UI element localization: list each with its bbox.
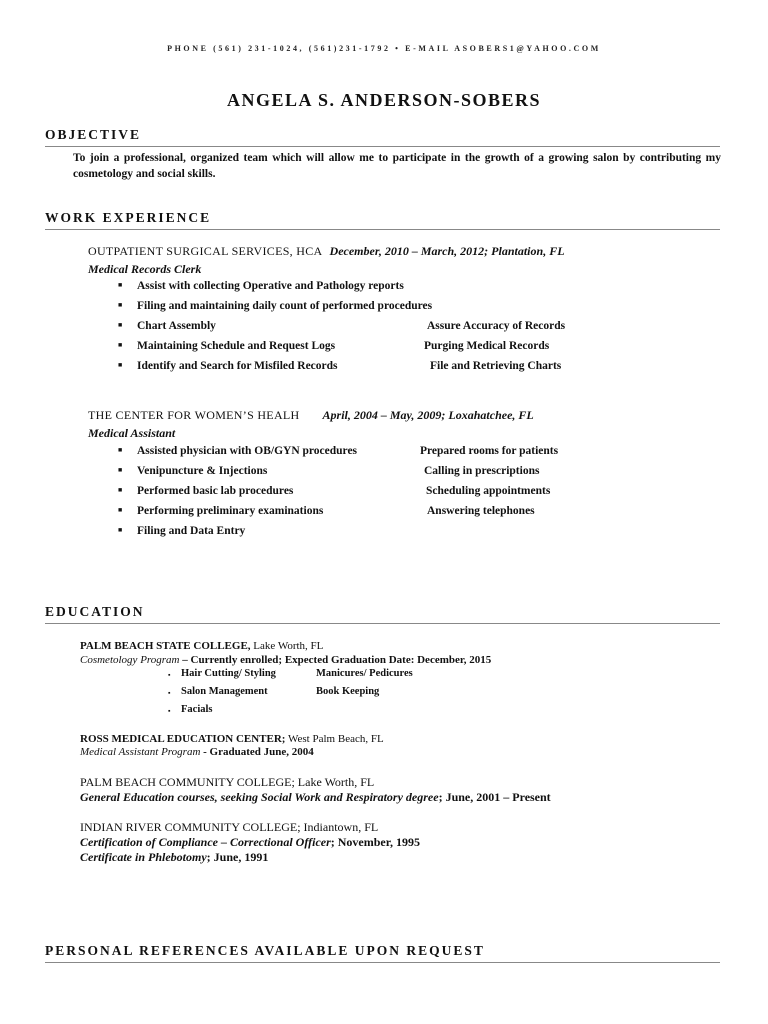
bullet-icon: ■ [118, 466, 123, 474]
duty-right: Calling in prescriptions [424, 465, 540, 477]
bullet-icon: ■ [118, 486, 123, 494]
duty-left: Filing and Data Entry [137, 525, 246, 537]
school-location: Lake Worth, FL [250, 640, 324, 652]
job-header [88, 244, 565, 259]
program-detail: – Currently enrolled; Expected Graduation Date: December, 2015 [179, 654, 492, 666]
objective-text: To join a professional, organized team which will allow me to participate in the growth of a growing salon by contributing my cosmetology and social skills. [73, 152, 721, 180]
bullet-icon: ■ [118, 506, 123, 514]
certification-date: ; November, 1995 [330, 835, 420, 849]
duty-row [118, 320, 638, 336]
duty-row [118, 340, 638, 356]
section-title-work-experience: WORK EXPERIENCE [45, 210, 212, 225]
certification-date: ; June, 1991 [206, 850, 269, 864]
duty-left: Maintaining Schedule and Request Logs [137, 340, 336, 352]
section-title-objective: OBJECTIVE [45, 127, 142, 142]
job-role: Medical Assistant [88, 426, 176, 440]
duty-row [118, 445, 638, 461]
duty-left: Performed basic lab procedures [137, 485, 294, 497]
bullet-icon: ■ [118, 321, 123, 329]
program-name: Medical Assistant Program [80, 746, 201, 758]
job-header [88, 408, 534, 423]
bullet-icon: ■ [118, 281, 123, 289]
duty-right: Prepared rooms for patients [420, 445, 559, 457]
section-divider [45, 146, 720, 147]
duty-left: Chart Assembly [137, 320, 216, 332]
duty-row [118, 525, 638, 541]
program-name: Cosmetology Program [80, 654, 180, 666]
school-name [80, 733, 384, 745]
school-name [80, 820, 378, 835]
course-item: Hair Cutting/ Styling [181, 668, 276, 679]
course-item: Facials [181, 704, 213, 715]
certification-name: Certification of Compliance – Correctional Officer [80, 835, 331, 849]
school-detail [80, 790, 551, 805]
duty-left: Performing preliminary examinations [137, 505, 324, 517]
bullet-icon: ■ [118, 301, 123, 309]
school-location: West Palm Beach, FL [285, 733, 384, 745]
duty-left: Identify and Search for Misfiled Records [137, 360, 338, 372]
duty-row [118, 465, 638, 481]
section-title-references: PERSONAL REFERENCES AVAILABLE UPON REQUEST [45, 943, 485, 958]
duty-row [118, 360, 638, 376]
duty-row [118, 300, 638, 316]
job-employer: THE CENTER FOR WOMEN’S HEALH [88, 408, 300, 422]
duty-right: Scheduling appointments [426, 485, 551, 497]
program-name: General Education courses, seeking Social Work and Respiratory degree [80, 790, 439, 804]
school-title: INDIAN RIVER COMMUNITY COLLEGE; [80, 820, 301, 834]
school-detail [80, 654, 491, 666]
duty-row [118, 505, 638, 521]
duty-row [118, 485, 638, 501]
duty-right: Purging Medical Records [424, 340, 550, 352]
course-item: Salon Management [181, 686, 268, 697]
certification-line [80, 835, 420, 850]
section-divider [45, 229, 720, 230]
duty-row [118, 280, 638, 296]
duty-left: Venipuncture & Injections [137, 465, 268, 477]
course-item: Book Keeping [316, 686, 380, 697]
bullet-icon: ▪ [168, 671, 171, 679]
job-dates: December, 2010 – March, 2012; Plantation, FL [329, 244, 565, 258]
section-title-education: EDUCATION [45, 604, 145, 619]
duty-left: Filing and maintaining daily count of performed procedures [137, 300, 433, 312]
school-name [80, 640, 323, 652]
job-role: Medical Records Clerk [88, 262, 202, 276]
program-detail: - Graduated June, 2004 [200, 746, 314, 758]
bullet-icon: ▪ [168, 689, 171, 697]
bullet-icon: ■ [118, 361, 123, 369]
bullet-icon: ■ [118, 526, 123, 534]
contact-info: PHONE (561) 231-1024, (561)231-1792 • E-MAIL ASOBERS1@YAHOO.COM [167, 44, 601, 53]
bullet-icon: ■ [118, 446, 123, 454]
candidate-name: ANGELA S. ANDERSON-SOBERS [226, 90, 542, 110]
duty-left: Assisted physician with OB/GYN procedures [137, 445, 358, 457]
certification-line [80, 850, 268, 865]
school-detail [80, 746, 314, 758]
certification-name: Certificate in Phlebotomy [80, 850, 207, 864]
school-name [80, 775, 374, 790]
school-title: PALM BEACH STATE COLLEGE, [80, 640, 251, 652]
school-location: Lake Worth, FL [294, 775, 375, 789]
section-divider [45, 962, 720, 963]
program-detail: ; June, 2001 – Present [438, 790, 551, 804]
duty-right: Assure Accuracy of Records [427, 320, 566, 332]
duty-right: Answering telephones [427, 505, 535, 517]
bullet-icon: ▪ [168, 707, 171, 715]
bullet-icon: ■ [118, 341, 123, 349]
duty-right: File and Retrieving Charts [430, 360, 562, 372]
duty-left: Assist with collecting Operative and Pathology reports [137, 280, 404, 292]
job-dates: April, 2004 – May, 2009; Loxahatchee, FL [322, 408, 534, 422]
school-title: PALM BEACH COMMUNITY COLLEGE; [80, 775, 295, 789]
section-divider [45, 623, 720, 624]
job-employer: OUTPATIENT SURGICAL SERVICES, HCA [88, 244, 323, 258]
school-title: ROSS MEDICAL EDUCATION CENTER; [80, 733, 286, 745]
school-location: Indiantown, FL [300, 820, 379, 834]
course-item: Manicures/ Pedicures [316, 668, 413, 679]
